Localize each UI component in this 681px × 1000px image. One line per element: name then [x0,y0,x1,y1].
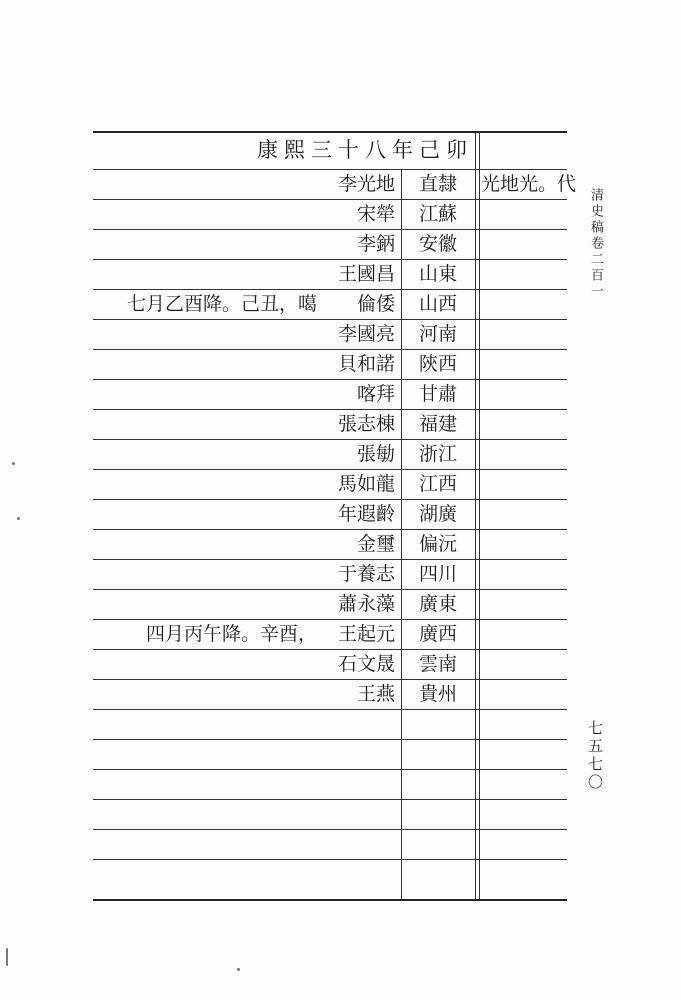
governor-name: 張勄 [356,443,395,465]
governor-name: 王燕 [356,683,395,705]
governor-name: 馬如龍 [337,473,395,495]
book-title-margin: 清史稿卷二百一 [588,188,603,300]
governor-name: 于養志 [337,563,395,585]
table-row [93,319,567,349]
year-header: 康熙三十八年己卯 [257,138,473,162]
table-row [93,409,567,439]
scan-speck [6,948,8,966]
scan-speck [237,968,240,971]
side-note: 光地光。代 [481,173,577,195]
page-number: 七五七〇 [586,720,604,792]
province: 山西 [419,293,458,315]
table-row [93,289,567,319]
table-row [93,619,567,649]
header-row [93,135,567,165]
table-row [93,679,567,709]
province: 安徽 [419,233,458,255]
governor-name: 張志棟 [337,413,395,435]
province: 偏沅 [419,533,458,555]
table-row [93,469,567,499]
table-bottom-rule [93,899,567,901]
table-row [93,499,567,529]
governors-table [93,131,577,901]
row-rule [93,709,567,710]
table-row [93,259,567,289]
province: 廣西 [419,623,458,645]
table-row [93,379,567,409]
governor-name: 王國昌 [337,263,395,285]
row-rule [93,739,567,740]
governor-name: 蕭永藻 [337,593,395,615]
governor-name: 石文晟 [337,653,395,675]
province: 直隸 [419,173,458,195]
table-row [93,559,567,589]
province: 廣東 [419,593,458,615]
row-note: 四月丙午降。辛酉， [145,623,317,645]
province: 江西 [419,473,458,495]
governor-name-with-note [357,289,395,319]
province: 河南 [419,323,458,345]
table-row [93,649,567,679]
governor-name: 貝和諾 [337,353,395,375]
row-note: 七月乙酉降。己丑，噶 [126,293,317,315]
province: 江蘇 [419,203,458,225]
governor-name: 李光地 [337,173,395,195]
table-row [93,199,567,229]
row-rule [93,769,567,770]
table-row [93,439,567,469]
table-row [93,169,577,199]
table-row [93,589,567,619]
province: 四川 [419,563,458,585]
governor-name: 倭倫 [356,293,395,315]
governor-name: 年遐齡 [337,503,395,525]
governor-name: 李鈵 [356,233,395,255]
table-row [93,529,567,559]
province: 雲南 [419,653,458,675]
governor-name: 喀拜 [356,383,395,405]
row-rule [93,829,567,830]
province: 山東 [419,263,458,285]
governor-name: 李國亮 [337,323,395,345]
row-rule [93,859,567,860]
province: 浙江 [419,443,458,465]
governor-name: 宋犖 [356,203,395,225]
province: 湖廣 [419,503,458,525]
province: 福建 [419,413,458,435]
scan-speck [17,517,20,520]
table-top-rule [93,131,567,133]
table-row [93,349,567,379]
province: 甘肅 [419,383,458,405]
scan-speck [12,462,15,465]
governor-name: 金璽 [356,533,395,555]
province: 陝西 [419,353,458,375]
governor-name: 王起元 [337,623,395,645]
row-rule [93,799,567,800]
province: 貴州 [419,683,458,705]
table-row [93,229,567,259]
